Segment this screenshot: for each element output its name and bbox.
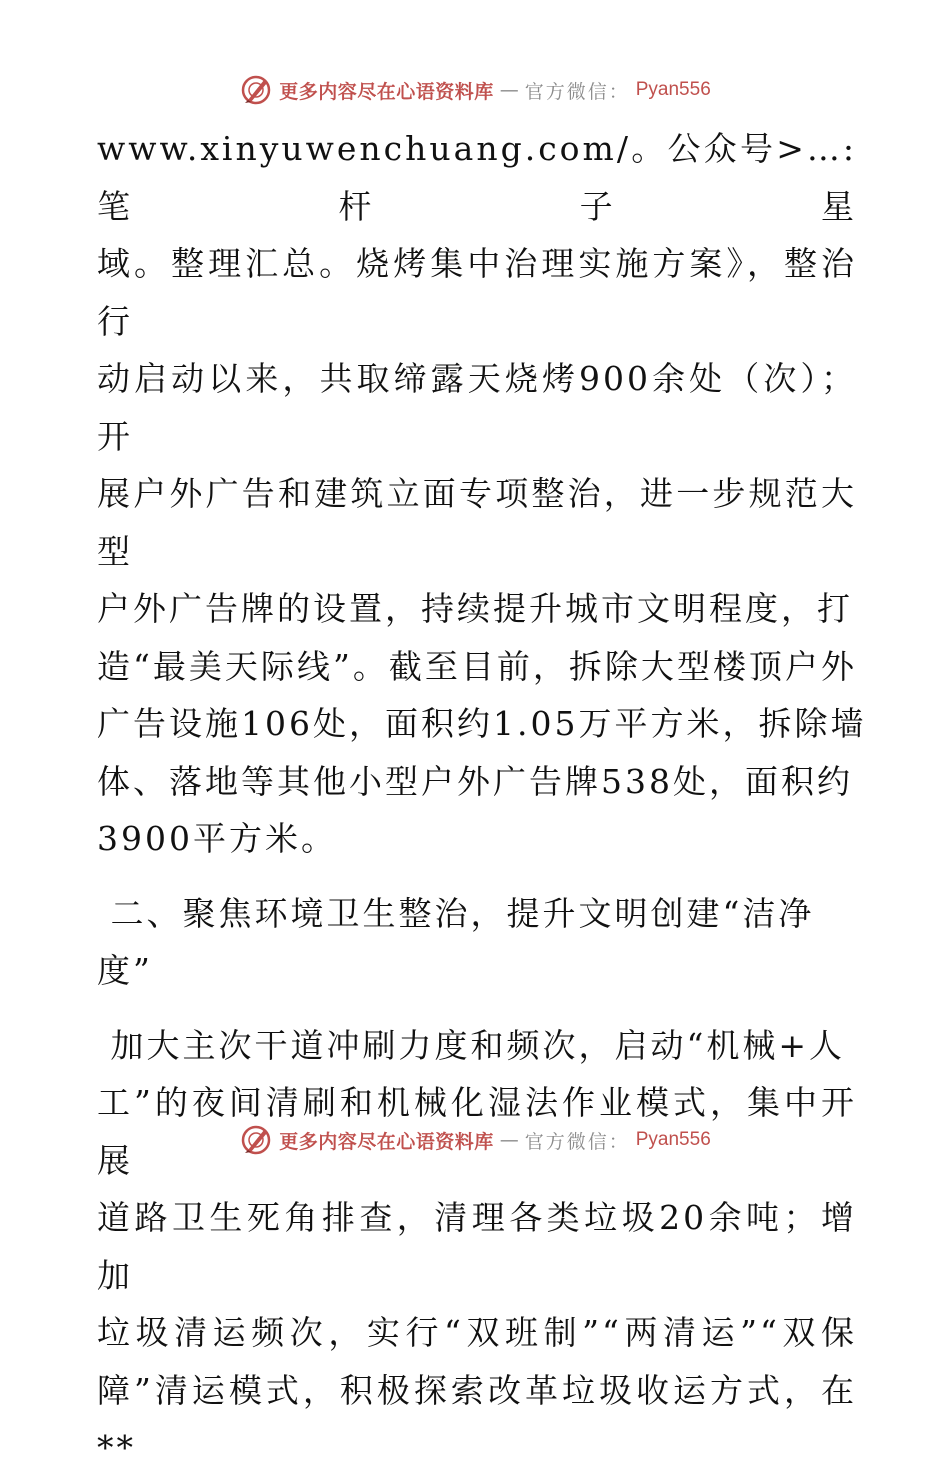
text-line: 3900平方米。 (97, 819, 337, 858)
watermark-footer (0, 1120, 950, 1160)
text-line: 工”的夜间清刷和机械化湿法作业模式，集中开展 (97, 1083, 857, 1180)
heading-line: 度” (97, 951, 153, 990)
text-line: 垃圾清运频次，实行“双班制”“两清运”“双保 (97, 1313, 857, 1352)
heading-line: 二、聚焦环境卫生整治，提升文明创建“洁净 (97, 893, 815, 933)
paragraph-3 (97, 1017, 857, 1477)
brand-logo-icon (239, 1123, 273, 1157)
watermark-text: 更多内容尽在心语资料库 (279, 80, 494, 103)
text-line: 体、落地等其他小型户外广告牌538处，面积约 (97, 761, 853, 801)
text-line: 域。整理汇总。烧烤集中治理实施方案》，整治行 (97, 244, 857, 341)
text-line: 造“最美天际线”。截至目前，拆除大型楼顶户外 (97, 646, 857, 686)
watermark-header (0, 70, 950, 110)
paragraph-1 (97, 120, 867, 868)
watermark-label: 官方微信： (524, 1130, 630, 1153)
text-line: 广告设施106处，面积约1.05万平方米，拆除墙 (97, 704, 867, 743)
text-line: 户外广告牌的设置，持续提升城市文明程度，打 (97, 589, 853, 628)
watermark-text: 更多内容尽在心语资料库 (279, 1130, 494, 1153)
text-line: 道路卫生死角排查，清理各类垃圾20余吨；增加 (97, 1198, 857, 1295)
watermark-label: 官方微信： (524, 80, 630, 103)
section-heading (97, 885, 857, 1000)
watermark-wechat-id: Pyan556 (635, 1129, 711, 1150)
brand-logo-icon (239, 73, 273, 107)
text-line: 障”清运模式，积极探索改革垃圾收运方式，在** (97, 1370, 857, 1467)
document-body (97, 120, 867, 1477)
watermark-separator: — (499, 79, 519, 101)
watermark-separator: — (499, 1129, 519, 1151)
text-line: 展户外广告和建筑立面专项整治，进一步规范大型 (97, 474, 857, 571)
text-line: www.xinyuwenchuang.com/。公众号>…: 笔杆子星 (97, 129, 857, 226)
text-line: 加大主次干道冲刷力度和频次，启动“机械+人 (97, 1025, 846, 1065)
text-line: 动启动以来，共取缔露天烧烤900余处（次）；开 (97, 359, 857, 456)
watermark-wechat-id: Pyan556 (635, 79, 711, 100)
